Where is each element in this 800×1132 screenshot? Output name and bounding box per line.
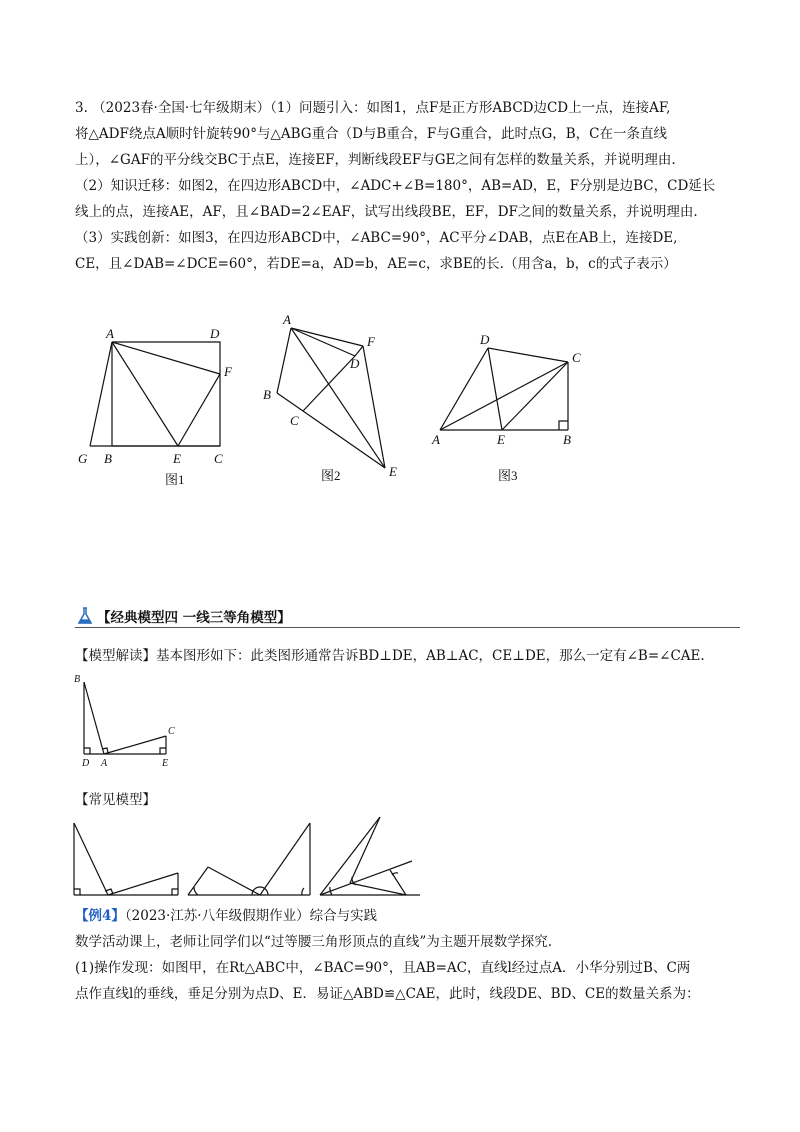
flask-icon [75,606,95,626]
fig3-label-A: A [432,432,440,447]
figure-3-lines [440,348,568,430]
example-block [75,903,740,1007]
fig1-label-F: F [224,364,232,379]
fig1-label-C: C [214,451,223,466]
section-title: 【经典模型四 一线三等角模型】 [97,610,291,626]
fig2-label-A: A [283,312,291,327]
basic-figure-lines [84,682,166,754]
fig3-caption: 图3 [498,468,518,483]
fig2-label-D: D [350,356,360,371]
fig2-label-F: F [367,334,375,349]
basic-label-D: D [82,758,90,769]
fig3-label-D: D [480,332,490,347]
basic-label-E: E [162,758,169,769]
example-header [75,903,740,929]
fig1-label-B: B [104,451,112,466]
figure-1-lines [90,342,220,446]
example-tag: 【例4】 [75,908,125,924]
fig1-caption: 图1 [165,472,185,487]
basic-label-A: A [101,758,108,769]
fig2-label-C: C [290,413,299,428]
fig1-label-E: E [173,451,181,466]
fig3-label-B: B [563,432,571,447]
fig2-caption: 图2 [321,468,341,483]
fig3-label-C: C [572,350,581,365]
problem-line-3: 上），∠GAF的平分线交BC于点E，连接EF，判断线段EF与GE之间有怎样的数量关系，并说明理由. [75,152,676,168]
problem-line-5: 线上的点，连接AE，AF，且∠BAD=2∠EAF，试写出线段BE，EF，DF之间的数量关系，并说明理由. [75,204,698,220]
example-source: （2023·江苏·八年级假期作业）综合与实践 [124,908,378,924]
basic-figure [70,670,190,770]
problem-line-6: （3）实践创新：如图3，在四边形ABCD中，∠ABC=90°，AC平分∠DAB，点E在AB上，连接DE, [75,230,678,246]
problem-text [75,95,740,277]
figure-2 [255,308,415,488]
common-models-heading: 【常见模型】 [75,792,156,808]
section-divider [75,627,740,628]
figure-1 [70,322,250,492]
example-line-1: 数学活动课上，老师让同学们以“过等腰三角形顶点的直线”为主题开展数学探究. [75,934,553,950]
fig2-label-B: B [263,387,271,402]
model-reading: 【模型解读】基本图形如下：此类图形通常告诉BD⊥DE，AB⊥AC，CE⊥DE，那么一定有∠B=∠CAE. [75,648,705,664]
section-heading [75,606,291,626]
figure-2-lines [277,328,385,468]
fig3-label-E: E [497,432,505,447]
example-line-2: (1)操作发现：如图甲，在Rt△ABC中，∠BAC=90°，且AB=AC，直线l经过点A．小华分别过B、C两 [75,960,691,976]
figure-3 [428,330,588,490]
problem-line-4: （2）知识迁移：如图2，在四边形ABCD中，∠ADC+∠B=180°，AB=AD，E，F分别是边BC，CD延长 [75,178,716,194]
fig2-label-E: E [389,464,397,479]
basic-label-C: C [168,726,175,737]
fig1-label-A: A [106,326,114,341]
problem-line-7: CE，且∠DAB=∠DCE=60°，若DE=a，AD=b，AE=c，求BE的长.（用含a，b，c的式子表示） [75,256,677,272]
common-models-figures [70,815,430,900]
fig1-label-D: D [210,326,220,341]
common-model-3 [320,817,420,895]
fig1-label-G: G [78,451,88,466]
basic-label-B: B [74,674,81,685]
problem-line-2: 将△ADF绕点A顺时针旋转90°与△ABG重合（D与B重合，F与G重合，此时点G，B，C在一条直线 [75,126,668,142]
example-line-3: 点作直线l的垂线，垂足分别为点D、E．易证△ABD≌△CAE，此时，线段DE、BD、CE的数量关系为： [75,986,700,1002]
problem-line-1: 3. （2023春·全国·七年级期末）（1）问题引入：如图1，点F是正方形ABCD边CD上一点，连接AF, [75,100,671,116]
common-model-1 [74,823,178,895]
common-model-2 [188,823,310,895]
